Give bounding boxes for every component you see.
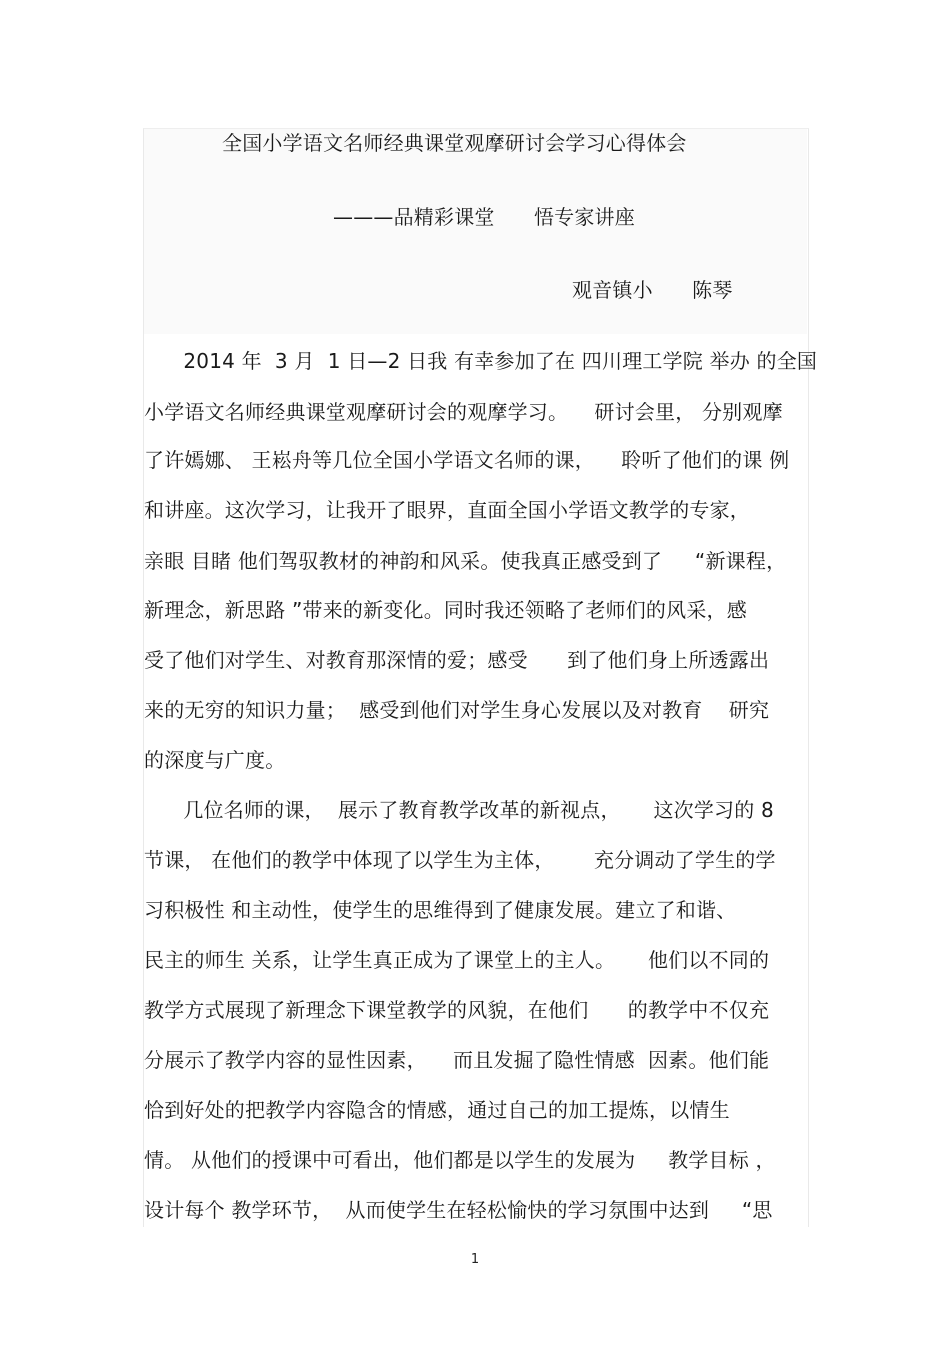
body-line: 设计每个 教学环节， 从而使学生在轻松愉快的学习氛围中达到 “思 (144, 1198, 773, 1222)
body-line: 的深度与广度。 (144, 748, 286, 772)
body-line: 和讲座。这次学习，让我开了眼界，直面全国小学语文教学的专家， (144, 498, 750, 522)
body-line: 教学方式展现了新理念下课堂教学的风貌，在他们 的教学中不仅充 (144, 998, 770, 1022)
document-author: 观音镇小 陈琴 (572, 278, 733, 302)
body-line: 恰到好处的把教学内容隐含的情感，通过自己的加工提炼，以情生 (144, 1098, 730, 1122)
body-line: 情。 从他们的授课中可看出，他们都是以学生的发展为 教学目标 ， (144, 1148, 776, 1172)
body-line: 受了他们对学生、对教育那深情的爱；感受 到了他们身上所透露出 (144, 648, 770, 672)
document-subtitle: ———品精彩课堂 悟专家讲座 (333, 205, 635, 229)
body-line: 了许嫣娜、 王崧舟等几位全国小学语文名师的课， 聆听了他们的课 例 (144, 448, 790, 472)
body-line: 几位名师的课， 展示了教育教学改革的新视点， 这次学习的 8 (144, 798, 774, 822)
body-line: 习积极性 和主动性，使学生的思维得到了健康发展。建立了和谐、 (144, 898, 737, 922)
document-title: 全国小学语文名师经典课堂观摩研讨会学习心得体会 (222, 131, 687, 155)
body-line: 亲眼 目睹 他们驾驭教材的神韵和风采。使我真正感受到了 “新课程， (144, 549, 787, 573)
body-line: 分展示了教学内容的显性因素， 而且发掘了隐性情感 因素。他们能 (144, 1048, 770, 1072)
page-number: 1 (470, 1252, 480, 1267)
body-line: 来的无穷的知识力量； 感受到他们对学生身心发展以及对教育 研究 (144, 698, 770, 722)
body-line: 小学语文名师经典课堂观摩研讨会的观摩学习。 研讨会里， 分别观摩 (144, 400, 783, 424)
body-line: 新理念，新思路 ”带来的新变化。同时我还领略了老师们的风采，感 (144, 598, 747, 622)
body-line: 2014 年 3 月 1 日—2 日我 有幸参加了在 四川理工学院 举办 的全国 (144, 349, 818, 373)
body-line: 民主的师生 关系，让学生真正成为了课堂上的主人。 他们以不同的 (144, 948, 770, 972)
body-line: 节课， 在他们的教学中体现了以学生为主体， 充分调动了学生的学 (144, 848, 776, 872)
